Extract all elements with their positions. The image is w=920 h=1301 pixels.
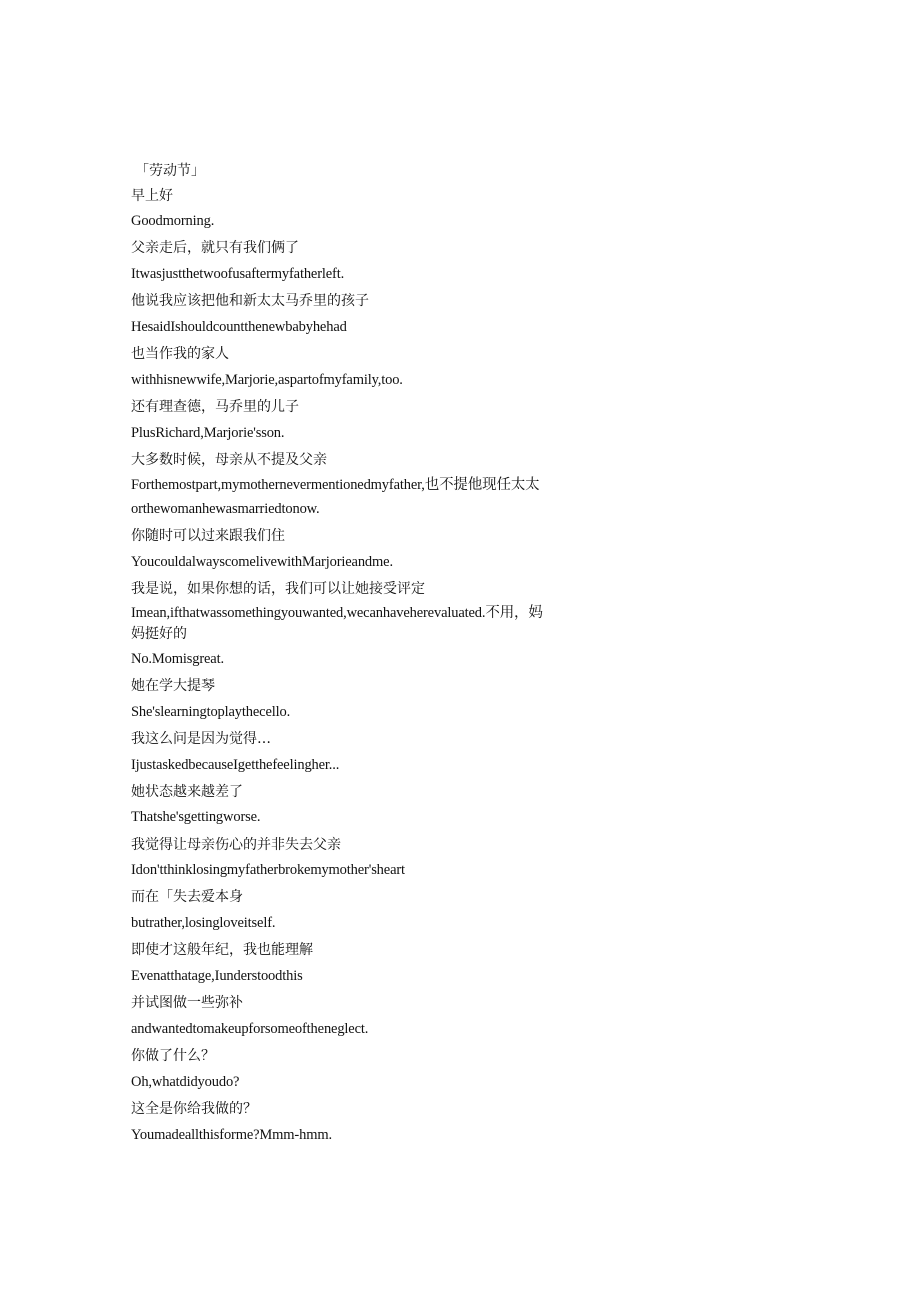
transcript-line-en: IjustaskedbecauseIgetthefeelingher...	[131, 757, 340, 773]
transcript-line-zh: 我这么问是因为觉得…	[131, 731, 271, 747]
transcript-line-en: Imean,ifthatwassomethingyouwanted,wecanhaveherevaluated.不用，妈	[131, 605, 543, 621]
transcript-line-zh: 而在「失去爱本身	[131, 889, 243, 905]
transcript-line-zh: 并试图做一些弥补	[131, 995, 243, 1011]
transcript-line-zh: 我觉得让母亲伤心的并非失去父亲	[131, 837, 341, 853]
transcript-line-en: orthewomanhewasmarriedtonow.	[131, 501, 320, 517]
transcript-line-zh: 她状态越来越差了	[131, 784, 243, 800]
transcript-line-zh: 这全是你给我做的？	[131, 1101, 257, 1117]
transcript-line-zh: 你随时可以过来跟我们住	[131, 528, 285, 544]
transcript-line-en: HesaidIshouldcountthenewbabyhehad	[131, 319, 347, 335]
transcript-line-en: Youmadeallthisforme?Mmm-hmm.	[131, 1127, 332, 1143]
transcript-line-en: PlusRichard,Marjorie'sson.	[131, 425, 285, 441]
transcript-line-zh: 你做了什么？	[131, 1048, 215, 1064]
transcript-line-en: Goodmorning.	[131, 213, 215, 229]
transcript-line-en: Oh,whatdidyoudo?	[131, 1074, 240, 1090]
transcript-line-zh: 大多数时候，母亲从不提及父亲	[131, 452, 327, 468]
transcript-line-en: andwantedtomakeupforsomeoftheneglect.	[131, 1021, 369, 1037]
transcript-line-zh: 他说我应该把他和新太太马乔里的孩子	[131, 293, 369, 309]
transcript-line-zh: 妈挺好的	[131, 626, 187, 642]
transcript-line-en: She'slearningtoplaythecello.	[131, 704, 291, 720]
transcript-line-zh: 父亲走后，就只有我们俩了	[131, 240, 299, 256]
transcript-line-en: YoucouldalwayscomelivewithMarjorieandme.	[131, 554, 393, 570]
transcript-line-en: withhisnewwife,Marjorie,aspartofmyfamily,too.	[131, 372, 403, 388]
transcript-line-en: Idon'tthinklosingmyfatherbrokemymother'sheart	[131, 862, 405, 878]
transcript-line-zh: 即使才这般年纪，我也能理解	[131, 942, 313, 958]
transcript-line-en: Thatshe'sgettingworse.	[131, 809, 261, 825]
transcript-line-en: Itwasjustthetwoofusaftermyfatherleft.	[131, 266, 345, 282]
transcript-line-en: No.Momisgreat.	[131, 651, 224, 667]
transcript-line-zh: 也当作我的家人	[131, 346, 229, 362]
transcript-line-zh: 早上好	[131, 188, 173, 204]
transcript-line-en: butrather,losingloveitself.	[131, 915, 276, 931]
transcript-line-zh: 我是说，如果你想的话，我们可以让她接受评定	[131, 581, 425, 597]
transcript-line-en: Forthemostpart,mymothernevermentionedmyfather,也不提他现任太太	[131, 477, 540, 493]
section-title: 「劳动节」	[135, 163, 205, 179]
transcript-line-zh: 还有理查德，马乔里的儿子	[131, 399, 299, 415]
transcript-line-en: Evenatthatage,Iunderstoodthis	[131, 968, 303, 984]
transcript-line-zh: 她在学大提琴	[131, 678, 215, 694]
